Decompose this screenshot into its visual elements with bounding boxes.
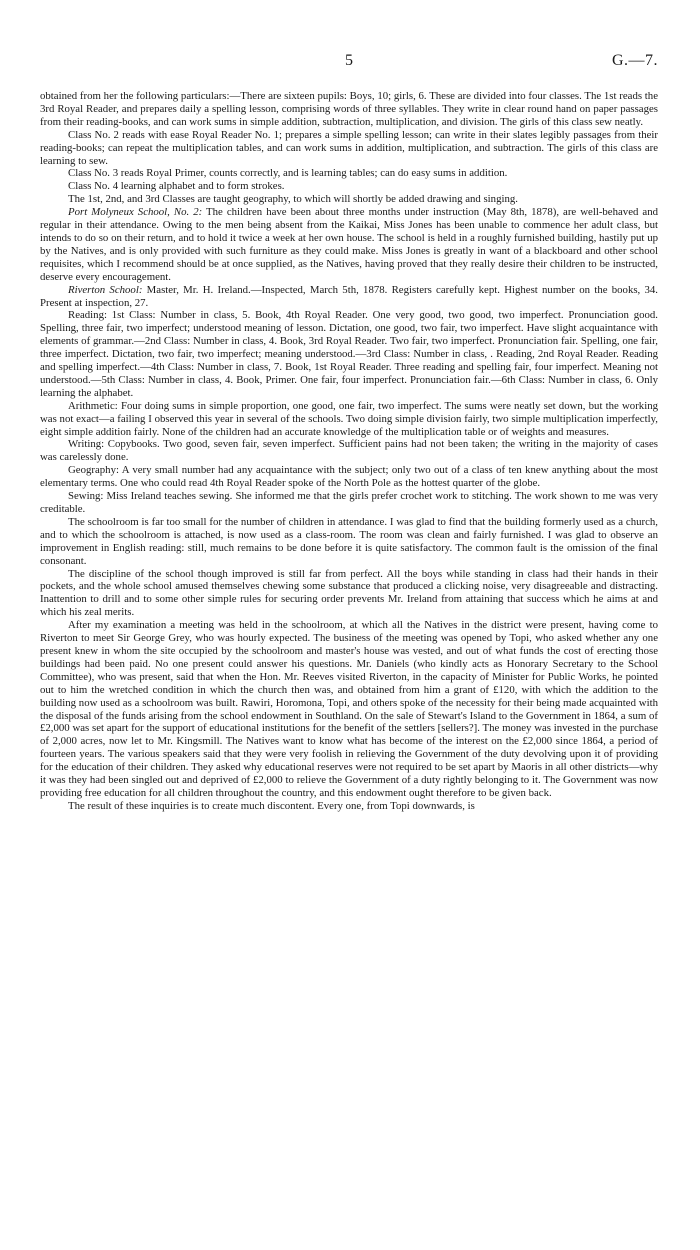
paragraph-text: obtained from her the following particulars:—There are sixteen pupils: Boys, 10; girls, 6. These are divided into four classes. The 1st reads the 3rd Royal Reader, and prepares daily a spelling lesson, comprising words of three syllables. They write in clear round hand on paper passages from their reading-books, and can work sums in simple addition, subtraction, multiplication, and division. The girls of this class sew neatly. [40, 90, 658, 128]
paragraph [40, 206, 658, 283]
paragraph-text: The children have been about three months under instruction (May 8th, 1878), are well-behaved and regular in their attendance. Owing to the men being absent from the Kaikai, Miss Jones has been unable to commence her adult class, but intends to do so on their return, and to hold it twice a week at her own house. The school is held in a roughly furnished building, hastily put up by the Natives, and is only provided with such furniture as they could make. Miss Jones is greatly in want of a blackboard and other school requisites, which I recommend should be at once supplied, as the Natives, having proved that they really desire their children to be instructed, deserve every encouragement. [40, 206, 658, 283]
section-lead: Port Molyneux School, No. 2: [68, 206, 203, 219]
paragraph-text: Class No. 3 reads Royal Primer, counts correctly, and is learning tables; can do easy sums in addition. [68, 167, 508, 180]
paragraph [40, 284, 658, 310]
paragraph-text: The discipline of the school though improved is still far from perfect. All the boys while standing in class had their hands in their pockets, and the whole school amused themselves chewing some substance that produced a clicking noise, very disagreeable and distracting. Inattention to drill and to some other simple rules for securing order prevents Mr. Ireland from attaining that success which he aims at and which his zeal merits. [40, 567, 658, 619]
paragraph [40, 129, 658, 168]
paragraph-text: Writing: Copybooks. Two good, seven fair, seven imperfect. Sufficient pains had not been taken; the writing in the majority of cases was carelessly done. [40, 438, 658, 464]
paragraph [40, 193, 658, 206]
paragraph-text: Geography: A very small number had any acquaintance with the subject; only two out of a class of ten knew anything about the most elementary terms. One who could read 4th Royal Reader spoke of the North Pole as the hottest quarter of the globe. [40, 464, 658, 490]
paragraph-text: The 1st, 2nd, and 3rd Classes are taught geography, to which will shortly be added drawing and singing. [68, 193, 518, 206]
paragraph-text: Arithmetic: Four doing sums in simple proportion, one good, one fair, two imperfect. The sums were neatly set down, but the working was not exact—a failing I observed this year in several of the schools. Two doing simple division fairly, two simple multiplication imperfectly, eight simple addition fairly. None of the children had an accurate knowledge of the multiplication table or of weights and measures. [40, 399, 658, 438]
paragraph [40, 800, 658, 813]
paragraph [40, 490, 658, 516]
paragraph-text: After my examination a meeting was held in the schoolroom, at which all the Natives in the district were present, having come to Riverton to meet Sir George Grey, who was hourly expected. The business of the meeting was opened by Topi, who asked whether any one present knew in whom the site occupied by the schoolroom and master's house was vested, and out of what funds the cost of erecting those buildings had been paid. No one present could answer his questions. Mr. Daniels (who kindly acts as Honorary Secretary to the School Committee), who was present, said that when the Hon. Mr. Reeves visited Riverton, in the capacity of Minister for Public Works, he pointed out to him the wretched condition in which the church then was, and obtained from him a grant of £120, with which the addition to the building now used as a schoolroom was built. Rawiri, Horomona, Topi, and others spoke of the necessity for their being made acquainted with the disposal of the funds arising from the school endowment in Southland. On the sale of Stewart's Island to the Government in 1864, a sum of £2,000 was set apart for the support of educational institutions for the benefit of the settlers [sellers?]. The money was invested in the purchase of 2,000 acres, now let to Mr. Kingsmill. The Natives want to know what has become of the interest on the £2,000 since 1864, a period of fourteen years. The various speakers said that they were very foolish in relieving the Government of the duty devolving upon it of providing for the education of their children. They asked why educational reserves were not required to be set apart by Maoris in all other districts—why it was they had been singled out and deprived of £2,000 to relieve the Government of a duty rightly belonging to it. The Government was now providing free education for all children throughout the country, and this endowment ought therefore to be given back. [40, 619, 658, 799]
paragraph-text: Sewing: Miss Ireland teaches sewing. She informed me that the girls prefer crochet work to stitching. The work shown to me was very creditable. [40, 490, 658, 515]
section-lead: Riverton School: [68, 283, 143, 296]
paragraph [40, 464, 658, 490]
paragraph [40, 400, 658, 439]
paragraph [40, 167, 658, 180]
paragraph-text: Reading: 1st Class: Number in class, 5. Book, 4th Royal Reader. One very good, two good, two imperfect. Pronunciation good. Spelling, three fair, two imperfect; understood meaning of lesson. Dictation, one good, two fair, two imperfect. Have slight acquaintance with elements of grammar.—2nd Class: Number in class, 4. Book, 3rd Royal Reader. Two fair, two imperfect. Pronunciation fair. Spelling, one fair, three imperfect. Dictation, two fair, two imperfect; meaning understood.—3rd Class: Number in class, . Reading, 2nd Royal Reader. Reading and spelling imperfect.—4th Class: Number in class, 7. Book, 1st Royal Reader. Three reading and spelling fair, four imperfect. Meaning not understood.—5th Class: Number in class, 4. Book, Primer. One fair, four imperfect. Pronunciation fair.—6th Class: Number in class, 6. Only learning the alphabet. [40, 309, 658, 399]
document-reference: G.—7. [611, 52, 658, 69]
paragraph [40, 619, 658, 800]
paragraph [40, 309, 658, 399]
paragraph-text: The schoolroom is far too small for the number of children in attendance. I was glad to find that the building formerly used as a church, and to which the schoolroom is attached, is now used as a class-room. The room was clean and fairly furnished. I was glad to observe an improvement in English reading: still, much remains to be done before it is quite satisfactory. The common fault is the omission of the final consonant. [40, 515, 658, 567]
page-header [40, 52, 658, 72]
paragraph [40, 438, 658, 464]
paragraph-text: The result of these inquiries is to create much discontent. Every one, from Topi downwards, is [68, 799, 475, 812]
paragraph-text: Class No. 2 reads with ease Royal Reader No. 1; prepares a simple spelling lesson; can write in their slates legibly passages from their reading-books; can repeat the multiplication tables, and can work sums in addition, multiplication, and subtraction. The girls of this class are learning to sew. [40, 128, 658, 167]
paragraph [40, 180, 658, 193]
page-number: 5 [345, 52, 353, 69]
paragraph [40, 568, 658, 620]
paragraph-text: Master, Mr. H. Ireland.—Inspected, March 5th, 1878. Registers carefully kept. Highest number on the books, 34. Present at inspection, 27. [40, 283, 659, 309]
paragraph-text: Class No. 4 learning alphabet and to form strokes. [68, 180, 285, 193]
paragraph [40, 90, 658, 129]
paragraph [40, 516, 658, 568]
body-text [40, 90, 658, 813]
